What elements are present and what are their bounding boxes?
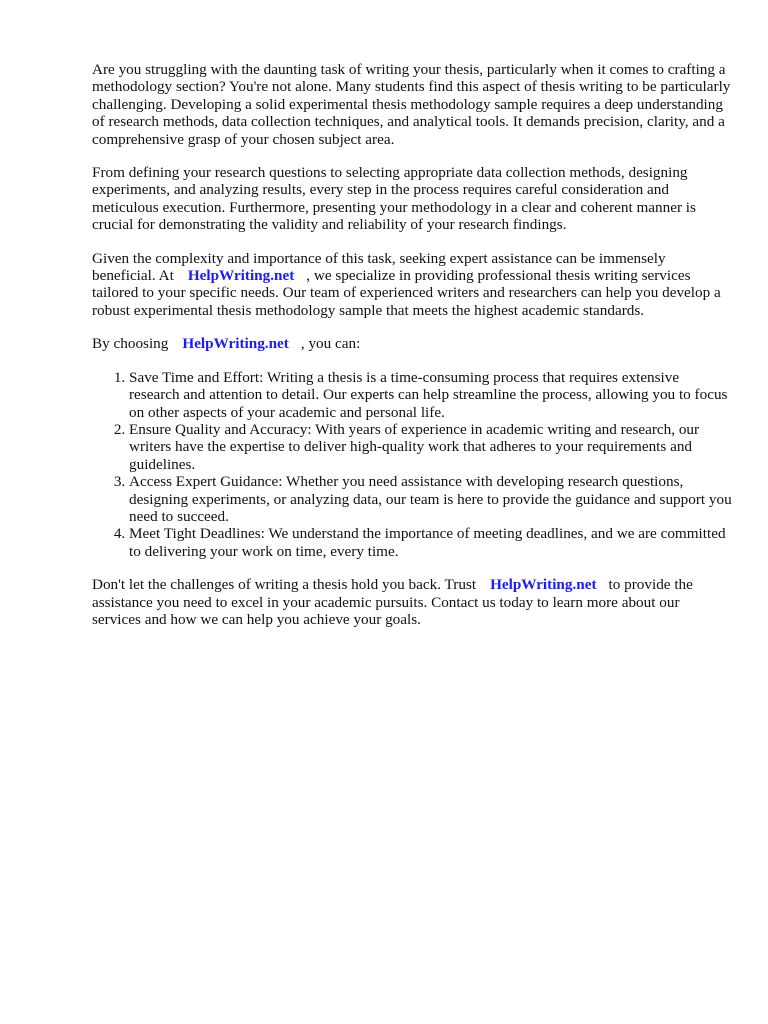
list-item: 3. Access Expert Guidance: Whether you need assistance with developing research questions, designing experiments, or analyzing data, our team is here to provide the guidance and support you need to succeed. [129, 473, 732, 525]
closing-text-after: to provide the assistance you need to excel in your academic pursuits. Contact us today to learn more about our services and how we can help you achieve your goals. [92, 576, 693, 628]
list-item: 2. Ensure Quality and Accuracy: With years of experience in academic writing and research, our writers have the expertise to deliver high-quality work that adheres to your requirements and guidelines. [129, 421, 732, 473]
closing-text-before: Don't let the challenges of writing a thesis hold you back. Trust [92, 576, 477, 594]
list-item: 4. Meet Tight Deadlines: We understand the importance of meeting deadlines, and we are committed to delivering your work on time, every time. [129, 525, 732, 560]
helpwriting-link[interactable]: HelpWriting.net [187, 267, 295, 285]
intro-paragraph: Are you struggling with the daunting task of writing your thesis, particularly when it comes to crafting a methodology section? You're not alone. Many students find this aspect of thesis writing to be particularly challenging. Developing a solid experimental thesis methodology sample requires a deep understanding of research methods, data collection techniques, and analytical tools. It demands precision, clarity, and a comprehensive grasp of your chosen subject area. [92, 61, 731, 148]
benefits-list [92, 369, 732, 560]
list-item: 1. Save Time and Effort: Writing a thesis is a time-consuming process that requires extensive research and attention to detail. Our experts can help streamline the process, allowing you to focus on other aspects of your academic and personal life. [129, 369, 732, 421]
choosing-text-before: By choosing [92, 335, 169, 353]
assistance-paragraph [92, 250, 732, 320]
assistance-text-after: , we specialize in providing professional thesis writing services tailored to your specific needs. Our team of experienced writers and researchers can help you develop a robust experimental thesis methodology sample that meets the highest academic standards. [92, 267, 721, 319]
process-paragraph: From defining your research questions to selecting appropriate data collection methods, designing experiments, and analyzing results, every step in the process requires careful consideration and meticulous execution. Furthermore, presenting your methodology in a clear and coherent manner is crucial for demonstrating the validity and reliability of your research findings. [92, 164, 696, 234]
closing-paragraph [92, 576, 732, 628]
helpwriting-link[interactable]: HelpWriting.net [182, 335, 289, 353]
choosing-paragraph [92, 335, 732, 352]
assistance-text-before: Given the complexity and importance of this task, seeking expert assistance can be immensely beneficial. At [92, 249, 666, 285]
helpwriting-link[interactable]: HelpWriting.net [490, 576, 597, 594]
document-page [92, 61, 732, 644]
choosing-text-after: , you can: [300, 335, 361, 353]
